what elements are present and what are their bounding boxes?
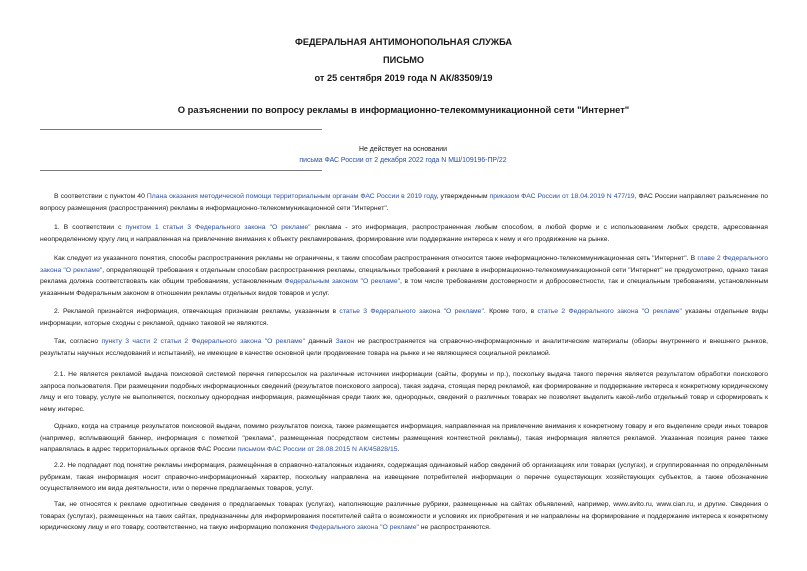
document-link[interactable]: пункту 3 части 2 статьи 2 Федерального закона "О рекламе" bbox=[101, 338, 305, 345]
document-type: ПИСЬМО bbox=[382, 55, 425, 65]
paragraph-8 bbox=[40, 460, 768, 495]
paragraph-text: 2. Рекламой признаётся информация, отвечающая признакам рекламы, указанным в bbox=[54, 308, 340, 315]
paragraph-1 bbox=[40, 191, 768, 214]
paragraph-6 bbox=[40, 369, 768, 415]
document-link[interactable]: приказом ФАС России от 18.04.2019 N 477/19 bbox=[489, 193, 635, 200]
paragraph-text: . Кроме того, в bbox=[483, 308, 538, 315]
paragraph-3 bbox=[40, 253, 768, 299]
paragraph-text: 2.2. Не подпадает под понятие рекламы информация, размещённая в справочно-каталожных изданиях, содержащая одинаковый набор сведений об организациях или товарах (услугах), и сгруппированная по определённым рубрикам, такая информация носит справочно-информационный характер, поскольку направлена на извещение потребителей информации о перечне существующих хозяйствующих субъектов, а также обозначение осуществляемого им вида деятельности, или о перечне предлагаемых товаров, услуг. bbox=[40, 462, 768, 492]
document-link[interactable]: письмом ФАС России от 28.08.2015 N АК/45828/15 bbox=[237, 446, 398, 453]
document-title: О разъяснении по вопросу рекламы в информационно-телекоммуникационной сети "Интернет" bbox=[177, 104, 630, 115]
paragraph-text: , в том числе требованиям достоверности и добросовестности, так и специальным требованиям, установленным указанным Федеральным законом в отношении рекламы отдельных видов товаров и услуг. bbox=[40, 278, 769, 297]
document-link[interactable]: главе 2 Федерального закона "О рекламе" bbox=[40, 255, 768, 274]
paragraph-text: . bbox=[397, 446, 400, 453]
paragraph-text: указаны отдельные виды информации, которые сходны с рекламой, однако таковой не являются. bbox=[40, 308, 768, 327]
paragraph-text: Так, не относятся к рекламе однотипные сведения о предлагаемых товарах (услугах), наполняющие различные рубрики, размещенные на сайтах объявлений, например, www.avito.ru, www.cian.ru, и другие. Сведения о товарах (услугах), размещенных на таких сайтах, предназначены для информирования посетителей сайта о возможности и условиях их приобретения и не направлены на формирование и поддержание интереса к конкретному юридическому лицу и его товару, соответственно, на такую информацию положения bbox=[40, 501, 768, 531]
document-date-number: от 25 сентября 2019 года N АК/83509/19 bbox=[314, 73, 493, 83]
paragraph-text: не распространяется на справочно-информационные и аналитические материалы (обзоры внутреннего и внешнего рынков, результаты научных исследований и испытаний), не имеющие в качестве основной цели продвижение товара на рынке и не являющиеся социальной рекламой. bbox=[40, 338, 768, 357]
paragraph-text: , определяющей требования к отдельным способам распространения рекламы, специальных требований к рекламе в информационно-телекоммуникационной сети "Интернет" не предусмотрено, однако такая реклама должна соответствовать как общим требованиям, установленным bbox=[40, 266, 768, 285]
paragraph-text: Однако, когда на странице результатов поисковой выдачи, помимо результатов поиска, также размещается информация, направленная на привлечение внимания к конкретному товару и его выделение среди иных товаров (например, всплывающий баннер, информация с пометкой "реклама", размещенная посредством системы размещения контекстной рекламы), такая информация является рекламой. Указанная позиция ранее также направлялась в адрес территориальных органов ФАС России bbox=[40, 423, 768, 453]
paragraph-text: 1. В соответствии с bbox=[54, 224, 126, 231]
document-link[interactable]: Федерального закона "О рекламе" bbox=[309, 524, 419, 531]
divider-top bbox=[40, 129, 322, 130]
paragraph-5 bbox=[40, 336, 768, 359]
paragraph-text: , ФАС России направляет разъяснение по вопросу размещения (распространения) рекламы в информационно-телекоммуникационной сети "Интернет". bbox=[40, 193, 768, 212]
status-note-link[interactable]: письма ФАС России от 2 декабря 2022 года N МШ/109196-ПР/22 bbox=[299, 157, 507, 164]
document-link[interactable]: статье 2 Федерального закона "О рекламе" bbox=[537, 308, 682, 315]
paragraph-text: 2.1. Не является рекламой выдача поисковой системой перечня гиперссылок на различные источники информации (сайты, форумы и пр.), поскольку выдача такого перечня является результатом обработки поискового запроса пользователя. При размещении подобных информационных сведений (результатов поискового запроса), такая задача, стоящая перед рекламой, как формирование и поддержание интереса к конкретному юридическому лицу и его товару, услуге не выполняется, поскольку однородная информация, размещённая среди таких же, однородных, сведений о различных товарах не позволяет выделить какой-либо отдельный товар и сформировать к нему интерес. bbox=[40, 371, 768, 413]
status-note bbox=[290, 144, 516, 166]
agency-name: ФЕДЕРАЛЬНАЯ АНТИМОНОПОЛЬНАЯ СЛУЖБА bbox=[294, 37, 512, 47]
paragraph-text: В соответствии с пунктом 40 bbox=[54, 193, 147, 200]
paragraph-text: , утвержденным bbox=[436, 193, 490, 200]
paragraph-text: данный bbox=[305, 338, 336, 345]
document-link[interactable]: пунктом 1 статьи 3 Федерального закона "О рекламе" bbox=[125, 224, 311, 231]
paragraph-text: Так, согласно bbox=[54, 338, 102, 345]
paragraph-text: Как следует из указанного понятия, способы распространения рекламы не ограничены, к таким способам распространения относится также информационно-телекоммуникационная сеть "Интернет". В bbox=[54, 255, 698, 262]
document-link[interactable]: статье 3 Федерального закона "О рекламе" bbox=[339, 308, 484, 315]
status-note-text: Не действует на основании bbox=[359, 146, 447, 153]
document-link[interactable]: Закон bbox=[335, 338, 355, 345]
document-link[interactable]: Плана оказания методической помощи территориальным органам ФАС России в 2019 году bbox=[146, 193, 437, 200]
paragraph-text: реклама - это информация, распространенная любым способом, в любой форме и с использованием любых средств, адресованная неопределенному кругу лиц и направленная на привлечение внимания к объекту рекламирования, формирование или поддержание интереса к нему и его продвижение на рынке. bbox=[40, 224, 768, 243]
paragraph-7 bbox=[40, 421, 768, 456]
paragraph-4 bbox=[40, 306, 768, 329]
paragraph-2 bbox=[40, 222, 768, 245]
document-link[interactable]: Федеральным законом "О рекламе" bbox=[284, 278, 401, 285]
divider-bottom bbox=[40, 170, 322, 171]
paragraph-text: не распространяются. bbox=[418, 524, 491, 531]
paragraph-9 bbox=[40, 499, 768, 534]
